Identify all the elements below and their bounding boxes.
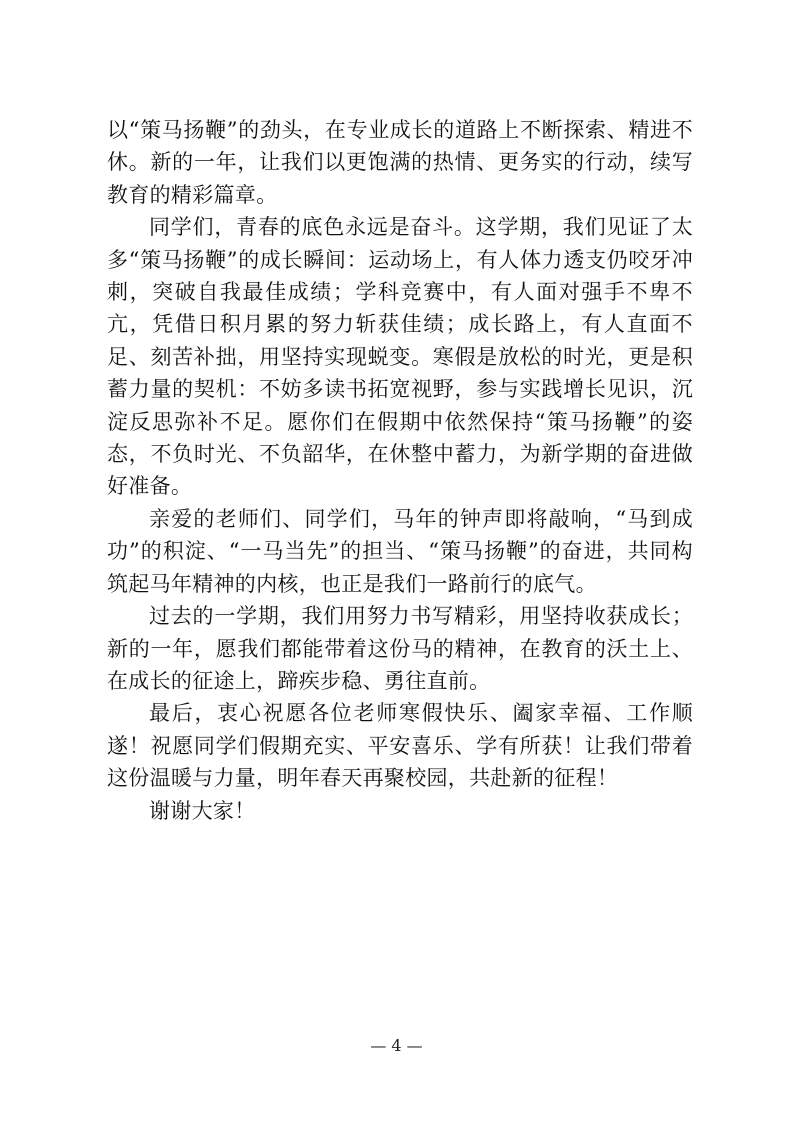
paragraph-past-semester: 过去的一学期，我们用努力书写精彩，用坚持收获成长；新的一年，愿我们都能带着这份马的精神，在教育的沃土上、在成长的征途上，蹄疾步稳、勇往直前。 [107, 604, 693, 693]
page-number: — 4 — [370, 1036, 423, 1055]
paragraph-thanks: 谢谢大家！ [149, 798, 256, 823]
paragraph-students: 同学们，青春的底色永远是奋斗。这学期，我们见证了太多“策马扬鞭”的成长瞬间：运动场上，有人体力透支仍咬牙冲刺，突破自我最佳成绩；学科竞赛中，有人面对强手不卑不亢，凭借日积月累的努力斩获佳绩；成长路上，有人直面不足、刻苦补拙，用坚持实现蜕变。寒假是放松的时光，更是积蓄力量的契机：不妨多读书拓宽视野，参与实践增长见识，沉淀反思弥补不足。愿你们在假期中依然保持“策马扬鞭”的姿态，不负时光、不负韶华，在休整中蓄力，为新学期的奋进做好准备。 [107, 215, 693, 499]
paragraph-wishes: 最后，衷心祝愿各位老师寒假快乐、阖家幸福、工作顺遂！祝愿同学们假期充实、平安喜乐、学有所获！让我们带着这份温暖与力量，明年春天再聚校园，共赴新的征程！ [107, 701, 693, 791]
paragraph-horse-year: 亲爱的老师们、同学们，马年的钟声即将敲响，“马到成功”的积淀、“一马当先”的担当、“策马扬鞭”的奋进，共同构筑起马年精神的内核，也正是我们一路前行的底气。 [107, 506, 693, 596]
paragraph-continuation: 以“策马扬鞭”的劲头，在专业成长的道路上不断探索、精进不休。新的一年，让我们以更饱满的热情、更务实的行动，续写教育的精彩篇章。 [107, 118, 693, 207]
document-body [107, 114, 693, 827]
